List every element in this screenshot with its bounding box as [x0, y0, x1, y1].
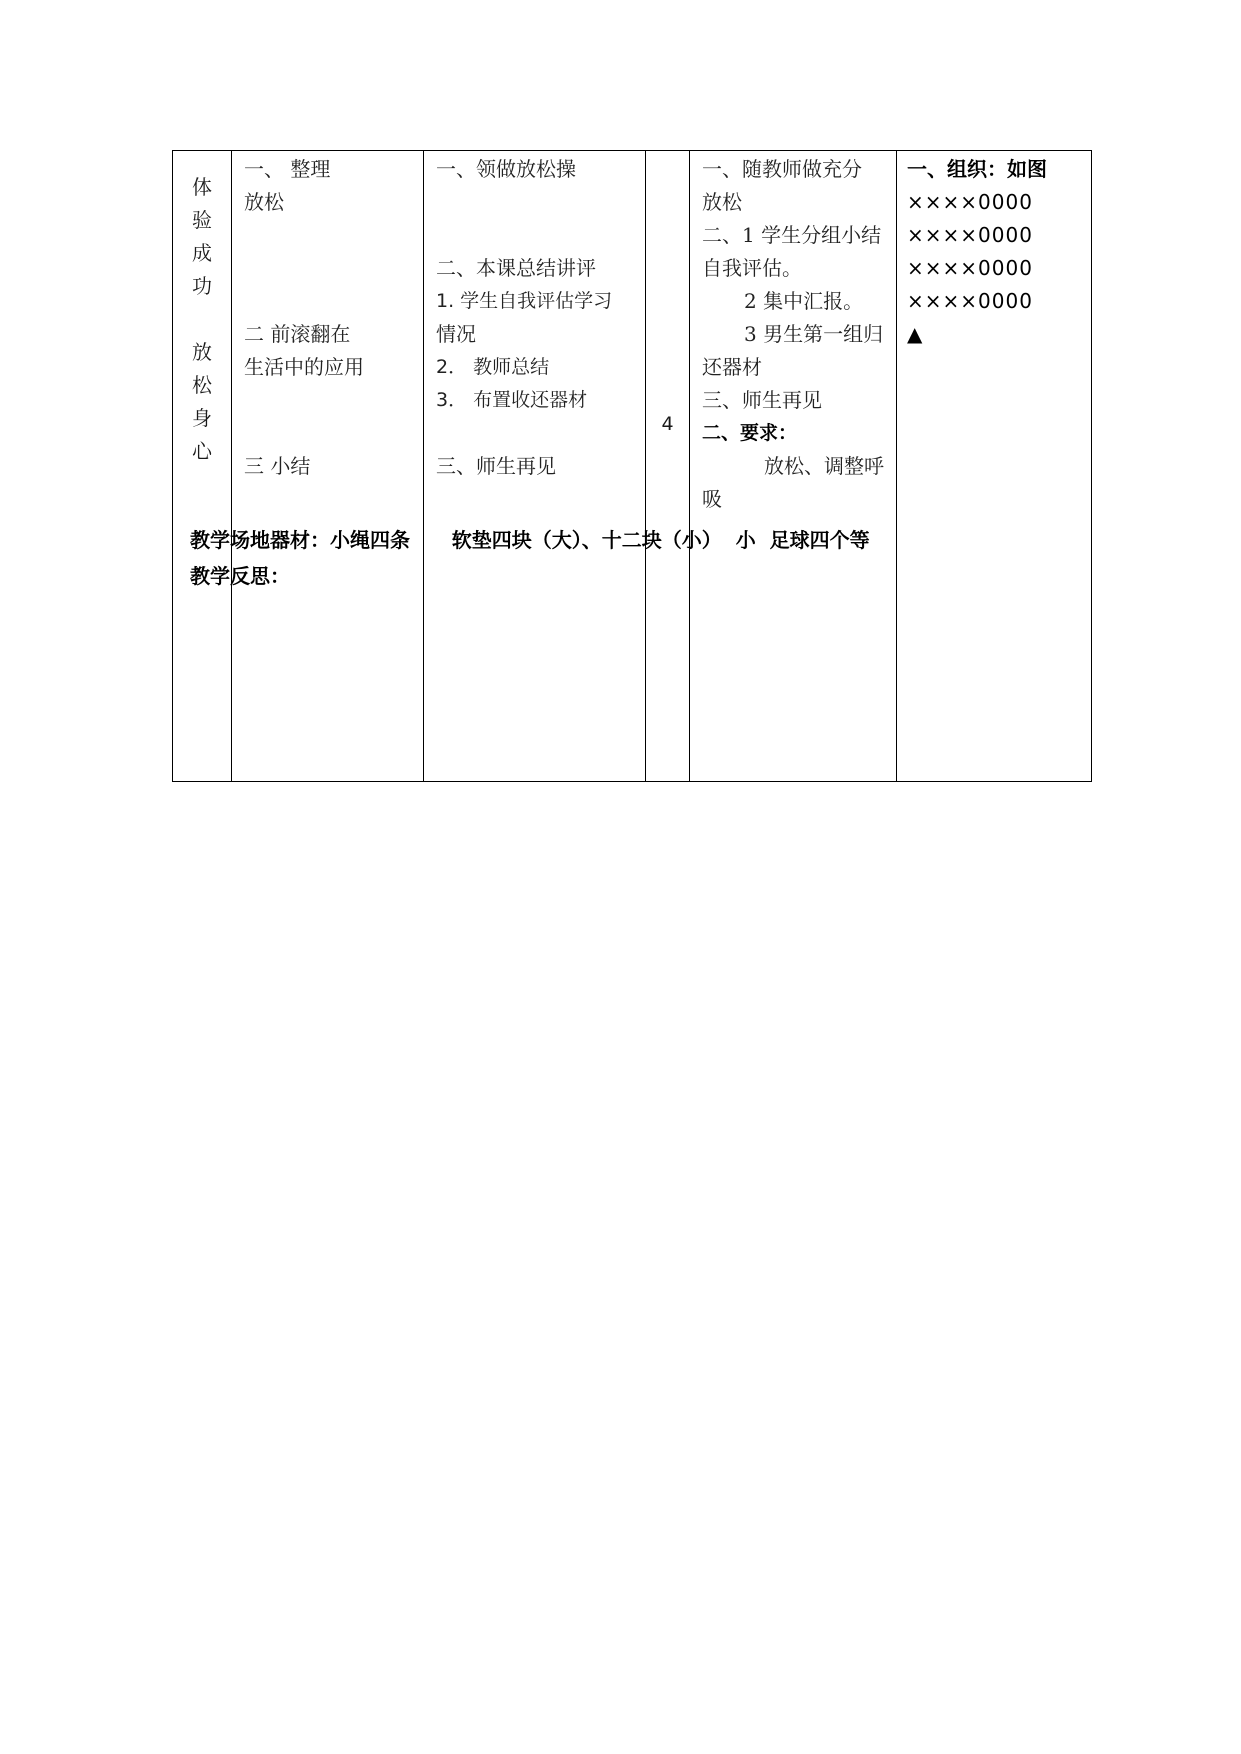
content-item: 二 前滚翻在 [244, 322, 351, 346]
content-item: 放松 [244, 190, 284, 214]
equipment-line: 教学场地器材：小绳四条 软垫四块（大）、十二块（小） 小 足球四个等 [190, 528, 870, 552]
student-item: 一、随教师做充分 [702, 157, 862, 181]
teacher-item: 情况 [436, 322, 476, 346]
student-item: 自我评估。 [702, 256, 802, 280]
student-item: 放松 [702, 190, 742, 214]
stage-char: 成 [192, 241, 212, 265]
student-item: 吸 [702, 487, 722, 511]
content-item: 生活中的应用 [244, 355, 364, 379]
stage-char: 验 [192, 208, 212, 232]
teacher-item: 一、领做放松操 [436, 157, 576, 181]
formation-row: ××××0000 [907, 256, 1033, 280]
reflection-line: 教学反思： [190, 564, 290, 588]
content-item: 三 小结 [244, 454, 311, 478]
stage-char: 心 [192, 439, 212, 463]
stage-cell [173, 151, 232, 782]
organization-cell [897, 151, 1092, 782]
table-row [173, 151, 1092, 782]
teacher-item: 三、师生再见 [436, 454, 556, 478]
formation-row: ××××0000 [907, 190, 1033, 214]
teacher-activity-cell [424, 151, 646, 782]
stage-char: 松 [192, 373, 212, 397]
formation-row: ××××0000 [907, 289, 1033, 313]
student-item: 二、1 学生分组小结 [702, 223, 882, 247]
stage-char: 体 [192, 175, 212, 199]
teacher-item: 1. 学生自我评估学习 [436, 290, 613, 312]
time-value: 4 [661, 413, 674, 435]
teacher-item: 二、本课总结讲评 [436, 256, 596, 280]
stage-char: 放 [192, 340, 212, 364]
organization-heading: 一、组织：如图 [907, 157, 1047, 181]
teacher-item: 2． 教师总结 [436, 356, 550, 378]
student-item: 还器材 [702, 355, 762, 379]
student-item: 3 男生第一组归 [744, 322, 884, 346]
stage-char: 身 [192, 406, 212, 430]
content-item: 一、 整理 [244, 157, 331, 181]
lesson-plan-table [172, 150, 1092, 782]
teacher-position-marker: ▲ [907, 322, 924, 346]
student-item: 2 集中汇报。 [744, 289, 864, 313]
student-item: 三、师生再见 [702, 388, 822, 412]
student-activity-cell [690, 151, 897, 782]
stage-char [173, 303, 231, 336]
time-cell [646, 151, 690, 782]
stage-char: 功 [192, 274, 212, 298]
teacher-item: 3． 布置收还器材 [436, 389, 588, 411]
student-item: 放松、调整呼 [764, 454, 884, 478]
requirements-heading: 二、要求： [702, 422, 798, 444]
formation-row: ××××0000 [907, 223, 1033, 247]
content-cell [232, 151, 424, 782]
